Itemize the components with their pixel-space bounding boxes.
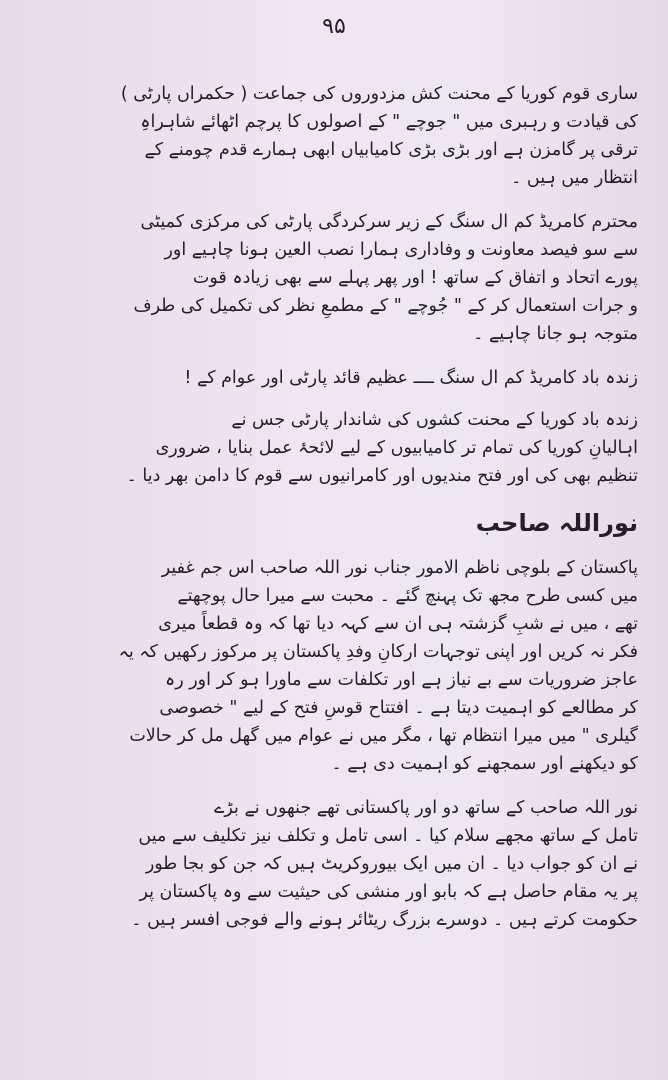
text-line: کر مطالعے کو اہمیت دیتا ہے ۔ افتتاح قوسِ فتح کے لیے " خصوصی: [159, 698, 638, 718]
text-line: زندہ باد کامریڈ کم ال سنگ ــــ عظیم قائد پارٹی اور عوام کے !: [184, 368, 638, 388]
paragraph-1: [28, 80, 638, 192]
text-line: محترم کامریڈ کم ال سنگ کے زیر سرکردگی پارٹی کی مرکزی کمیٹی: [140, 212, 638, 232]
text-line: اہالیانِ کوریا کی تمام تر کامیابیوں کے لیے لائحۂ عمل بنایا ، ضروری: [155, 438, 638, 458]
text-line: عاجز ضروریات سے بے نیاز ہے اور تکلفات سے ماورا ہو کر اور رہ: [164, 670, 638, 690]
page-number: ۹۵: [322, 14, 346, 39]
text-line: زندہ باد کوریا کے محنت کشوں کی شاندار پارٹی جس نے: [231, 410, 638, 430]
text-line: تنظیم بھی کی اور فتح مندیوں اور کامرانیوں سے قوم کا دامن بھر دیا ۔: [126, 466, 638, 486]
text-line: کو دیکھنے اور سمجھنے کو اہمیت دی ہے ۔: [331, 754, 638, 774]
text-line: انتظار میں ہیں ۔: [511, 168, 638, 188]
text-line: نے ان کو جواب دیا ۔ ان میں ایک بیوروکریٹ ہیں کہ جن کو بجا طور: [145, 854, 638, 874]
text-line: میں کسی طرح مجھ تک پہنچ گئے ۔ محبت سے میرا حال پوچھتے: [177, 586, 638, 606]
paragraph-3: [28, 406, 638, 490]
text-line: تھے ، میں نے شبِ گزشتہ ہی ان سے کہہ دیا تھا کہ وہ قطعاً میری: [158, 614, 638, 634]
text-line: حکومت کرتے ہیں ۔ دوسرے بزرگ ریٹائر ہونے والے فوجی افسر ہیں ۔: [131, 910, 638, 930]
text-line: متوجہ ہو جانا چاہیے ۔: [473, 324, 638, 344]
text-line: و جرات استعمال کر کے " جُوچے " کے مطمعِ نظر کی تکمیل کی طرف: [133, 296, 638, 316]
text-line: سے سو فیصد معاونت و وفاداری ہمارا نصب العین ہونا چاہیے اور: [164, 240, 638, 260]
section-paragraph-2: [28, 794, 638, 934]
text-line: پر یہ مقام حاصل ہے کہ بابو اور منشی کی حیثیت سے وہ پاکستان پر: [139, 882, 638, 902]
text-line: پاکستان کے بلوچی ناظم الامور جناب نور اللہ صاحب اس جم غفیر: [161, 558, 638, 578]
body-text: [28, 80, 638, 950]
text-line: فکر نہ کریں اور اپنی توجہات ارکانِ وفدِ پاکستان پر مرکوز رکھیں کہ یہ: [118, 642, 638, 662]
text-line: پورے اتحاد و اتفاق کے ساتھ ! اور پھر پہلے سے بھی زیادہ قوت: [192, 268, 638, 288]
text-line: ترقی پر گامزن ہے اور بڑی بڑی کامیابیاں ابھی ہمارے قدم چومنے کے: [144, 140, 638, 160]
paragraph-2: [28, 208, 638, 348]
section-paragraph-1: [28, 554, 638, 778]
slogan-1: [28, 364, 638, 392]
text-line: نور اللہ صاحب کے ساتھ دو اور پاکستانی تھے جنھوں نے بڑے: [214, 798, 638, 818]
text-line: تامل کے ساتھ مجھے سلام کیا ۔ اسی تامل و تکلف نیز تکلیف سے میں: [138, 826, 638, 846]
text-line: ساری قوم کوریا کے محنت کش مزدوروں کی جماعت ( حکمراں پارٹی ): [120, 84, 638, 104]
text-line: کی قیادت و رہبری میں " جوچے " کے اصولوں کا پرچم اٹھائے شاہراہِ: [140, 112, 638, 132]
section-heading: نوراللہ صاحب: [475, 509, 638, 537]
text-line: گیلری " میں میرا انتظام تھا ، مگر میں نے عوام میں گھل مل کر حالات: [129, 726, 638, 746]
